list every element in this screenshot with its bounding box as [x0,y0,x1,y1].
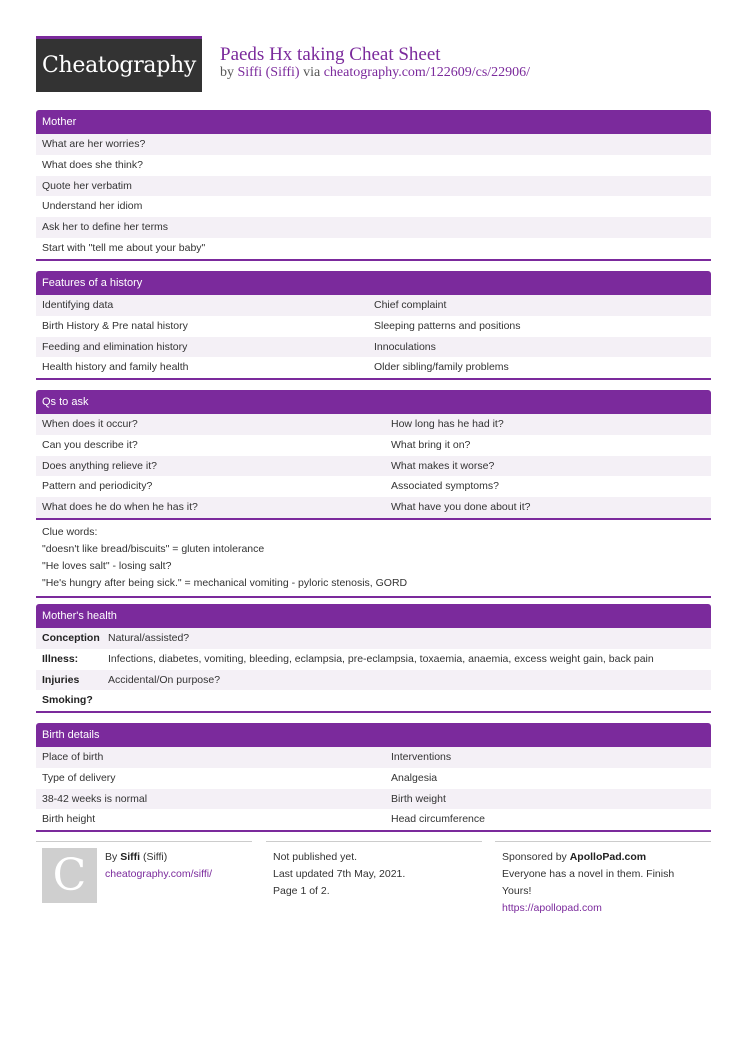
table-row [36,690,711,711]
clue-line: "He loves salt" - losing salt? [42,559,172,572]
table-row [36,316,711,337]
table-row [36,476,711,497]
section-heading: Mother's health [36,604,711,628]
sponsor-url-link[interactable]: https://apollopad.com [502,902,602,914]
list-item: Ask her to define her terms [36,217,711,238]
cell-value: Natural/assisted? [108,632,190,644]
footer-by-label: By [105,851,118,863]
cell: Innoculations [374,340,436,353]
cell: Birth weight [391,792,446,805]
table-row [36,456,711,477]
table-row [36,670,711,691]
cell-key: Smoking? [42,694,93,707]
cell: What bring it on? [391,438,471,451]
section-qs-to-ask [36,390,711,598]
sheet-url-link[interactable]: cheatography.com/122609/cs/22906/ [323,65,531,80]
avatar[interactable]: C [42,848,97,903]
cell: Associated symptoms? [391,480,499,493]
cell: Birth History & Pre natal history [42,319,188,332]
clue-words-block [36,518,711,596]
cell: What makes it worse? [391,459,495,472]
list-item: What are her worries? [36,134,711,155]
list-item: Start with "tell me about your baby" [42,241,206,254]
table-row [36,435,711,456]
footer-updated: Last updated 7th May, 2021. [273,868,406,880]
clue-line: Clue words: [42,525,98,538]
cell: 38-42 weeks is normal [42,792,148,805]
cell-key: Injuries [42,673,80,686]
footer-divider [495,841,711,842]
section-heading: Mother [36,110,711,134]
cell-key: Conception [42,632,100,644]
sponsor-line: Everyone has a novel in them. Finish [502,868,675,880]
table-row [36,414,711,435]
list-item: Understand her idiom [42,200,143,213]
table-row [36,649,711,670]
sponsor-line: Yours! [502,885,532,897]
section-features-of-history [36,271,711,380]
cell: Can you describe it? [42,438,138,451]
section-birth-details [36,723,711,832]
table-row [36,357,711,378]
cell: Feeding and elimination history [42,340,188,353]
table-row [36,337,711,358]
section-heading: Features of a history [36,271,711,295]
footer-author-handle: (Siffi) [142,851,168,863]
cell: Sleeping patterns and positions [374,319,521,332]
cell: What does he do when he has it? [42,501,198,514]
cell: Older sibling/family problems [374,361,509,374]
cell-value: Accidental/On purpose? [108,673,221,686]
footer-status: Not published yet. [273,851,358,863]
page-title: Paeds Hx taking Cheat Sheet [220,44,441,65]
section-heading: Qs to ask [36,390,711,414]
section-mothers-health [36,604,711,713]
by-label: by [220,65,234,80]
sponsor-label: Sponsored by [502,851,567,863]
footer-author-url[interactable]: cheatography.com/siffi/ [105,868,212,880]
table-row [36,747,711,768]
cell: Head circumference [391,813,485,826]
list-item: What does she think? [42,158,143,171]
footer-divider [36,841,252,842]
cell: Type of delivery [42,771,116,784]
page-subtitle [220,65,530,81]
table-row [36,295,711,316]
clue-line: "He's hungry after being sick." = mechanical vomiting - pyloric stenosis, GORD [42,576,408,589]
sponsor-name: ApolloPad.com [569,851,647,863]
footer-author-name: Siffi [120,851,141,863]
cell: Health history and family health [42,361,189,374]
cheatography-logo[interactable]: Cheatography [36,36,202,92]
footer-sponsor [502,849,646,866]
table-row [36,628,711,649]
cell: Chief complaint [374,299,447,311]
cell: Place of birth [42,751,104,763]
list-item: Quote her verbatim [36,176,711,197]
table-row [36,497,711,518]
footer-divider [266,841,482,842]
cell: Interventions [391,751,452,763]
cell: Does anything relieve it? [42,459,157,472]
clue-line: "doesn't like bread/biscuits" = gluten intolerance [42,542,265,555]
table-row [36,768,711,789]
cell: Birth height [42,813,96,826]
cell-value: Infections, diabetes, vomiting, bleeding, eclampsia, pre-eclampsia, toxaemia, anaemia, excess weight gain, back pain [108,652,654,665]
table-row [36,789,711,810]
cell: Identifying data [42,299,114,311]
cell: Analgesia [391,771,438,784]
cell: When does it occur? [42,418,138,430]
section-mother [36,110,711,261]
author-link[interactable]: Siffi (Siffi) [237,65,300,80]
cell-key: Illness: [42,652,79,665]
cell: Pattern and periodicity? [42,480,153,493]
via-label: via [303,65,321,80]
cell: What have you done about it? [391,501,531,514]
table-row [36,809,711,830]
footer-page: Page 1 of 2. [273,885,330,897]
section-heading: Birth details [36,723,711,747]
cell: How long has he had it? [391,418,504,430]
footer-author [105,849,167,866]
